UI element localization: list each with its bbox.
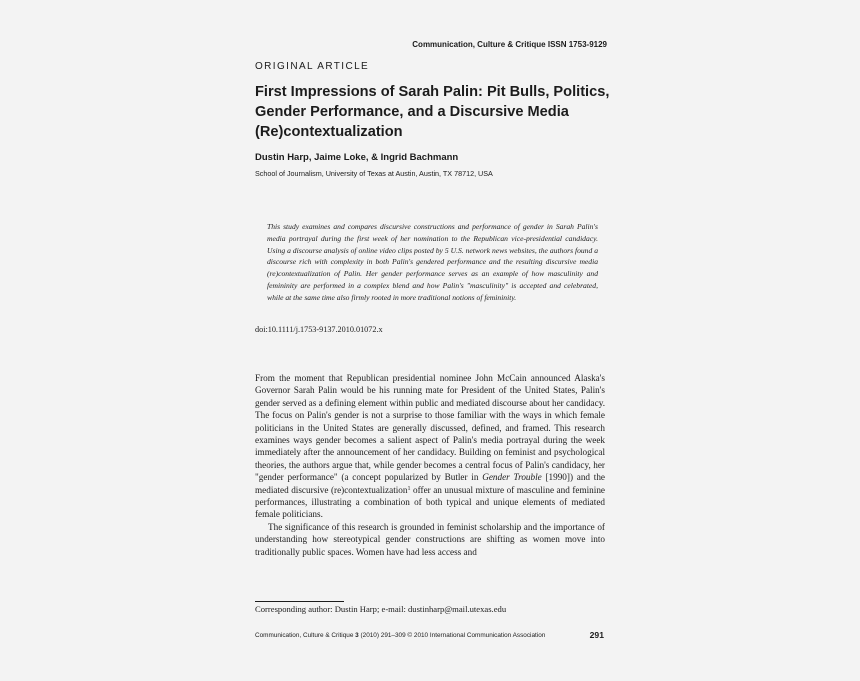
- footer-pages-copyright: (2010) 291–309 © 2010 International Communication Association: [358, 632, 546, 639]
- body-paragraph-text: [1990]) and the mediated discursive (re)contextualization: [255, 472, 605, 495]
- book-title: Gender Trouble: [482, 472, 542, 483]
- footnote-divider: [255, 601, 344, 602]
- footer-journal: Communication, Culture & Critique: [255, 632, 356, 639]
- author-list: Dustin Harp, Jaime Loke, & Ingrid Bachmann: [255, 152, 459, 163]
- abstract: This study examines and compares discursive constructions and performance of gender in Sarah Palin's media portrayal during the first week of her nomination to the Republican vice-presidential candidacy. Using a discourse analysis of online video clips posted by 5 U.S. network news websites, the authors found a discourse rich with complexity in both Palin's gendered performance and the resulting discursive media (re)contextualization of Palin. Her gender performance serves as an example of how masculinity and femininity are performed in a complex blend and how Palin's "masculinity" is accepted and celebrated, while at the same time also firmly rooted in more traditional notions of femininity.: [267, 222, 598, 302]
- corresponding-author: Corresponding author: Dustin Harp; e-mail: dustinharp@mail.utexas.edu: [255, 604, 507, 614]
- body-text: [255, 372, 605, 558]
- journal-running-head: Communication, Culture & Critique ISSN 1753-9129: [412, 40, 607, 49]
- doi: doi:10.1111/j.1753-9137.2010.01072.x: [255, 325, 383, 334]
- footer-citation: [255, 632, 545, 639]
- author-affiliation: School of Journalism, University of Texas at Austin, Austin, TX 78712, USA: [255, 169, 493, 178]
- body-paragraph: [255, 372, 605, 521]
- article-title: First Impressions of Sarah Palin: Pit Bulls, Politics, Gender Performance, and a Discursive Media (Re)contextualization: [255, 84, 610, 140]
- section-label: ORIGINAL ARTICLE: [255, 61, 370, 72]
- body-paragraph-text: offer an unusual mixture of masculine and feminine performances, illustrating a combination of both typical and unique elements of mediated female politicians.: [255, 484, 605, 520]
- body-paragraph-text: From the moment that Republican presidential nominee John McCain announced Alaska's Governor Sarah Palin would be his running mate for President of the United States, Palin's gender served as a defining element within public and mediated discourse about her candidacy. The focus on Palin's gender is not a surprise to those familiar with the ways in which female politicians in the United States are generally discussed, defined, and framed. This research examines ways gender becomes a salient aspect of Palin's media portrayal during the week immediately after the announcement of her candidacy. Building on feminist and psychological theories, the authors argue that, while gender becomes a central focus of Palin's candidacy, her "gender performance" (a concept popularized by Butler in: [255, 373, 605, 483]
- page-number: 291: [589, 630, 604, 640]
- body-paragraph: The significance of this research is grounded in feminist scholarship and the importance of understanding how stereotypical gender constructions are shifting as women move into traditionally public spaces. Women have had less access and: [255, 521, 605, 557]
- footer-volume: 3: [355, 632, 359, 639]
- footnote-marker: 1: [407, 485, 411, 492]
